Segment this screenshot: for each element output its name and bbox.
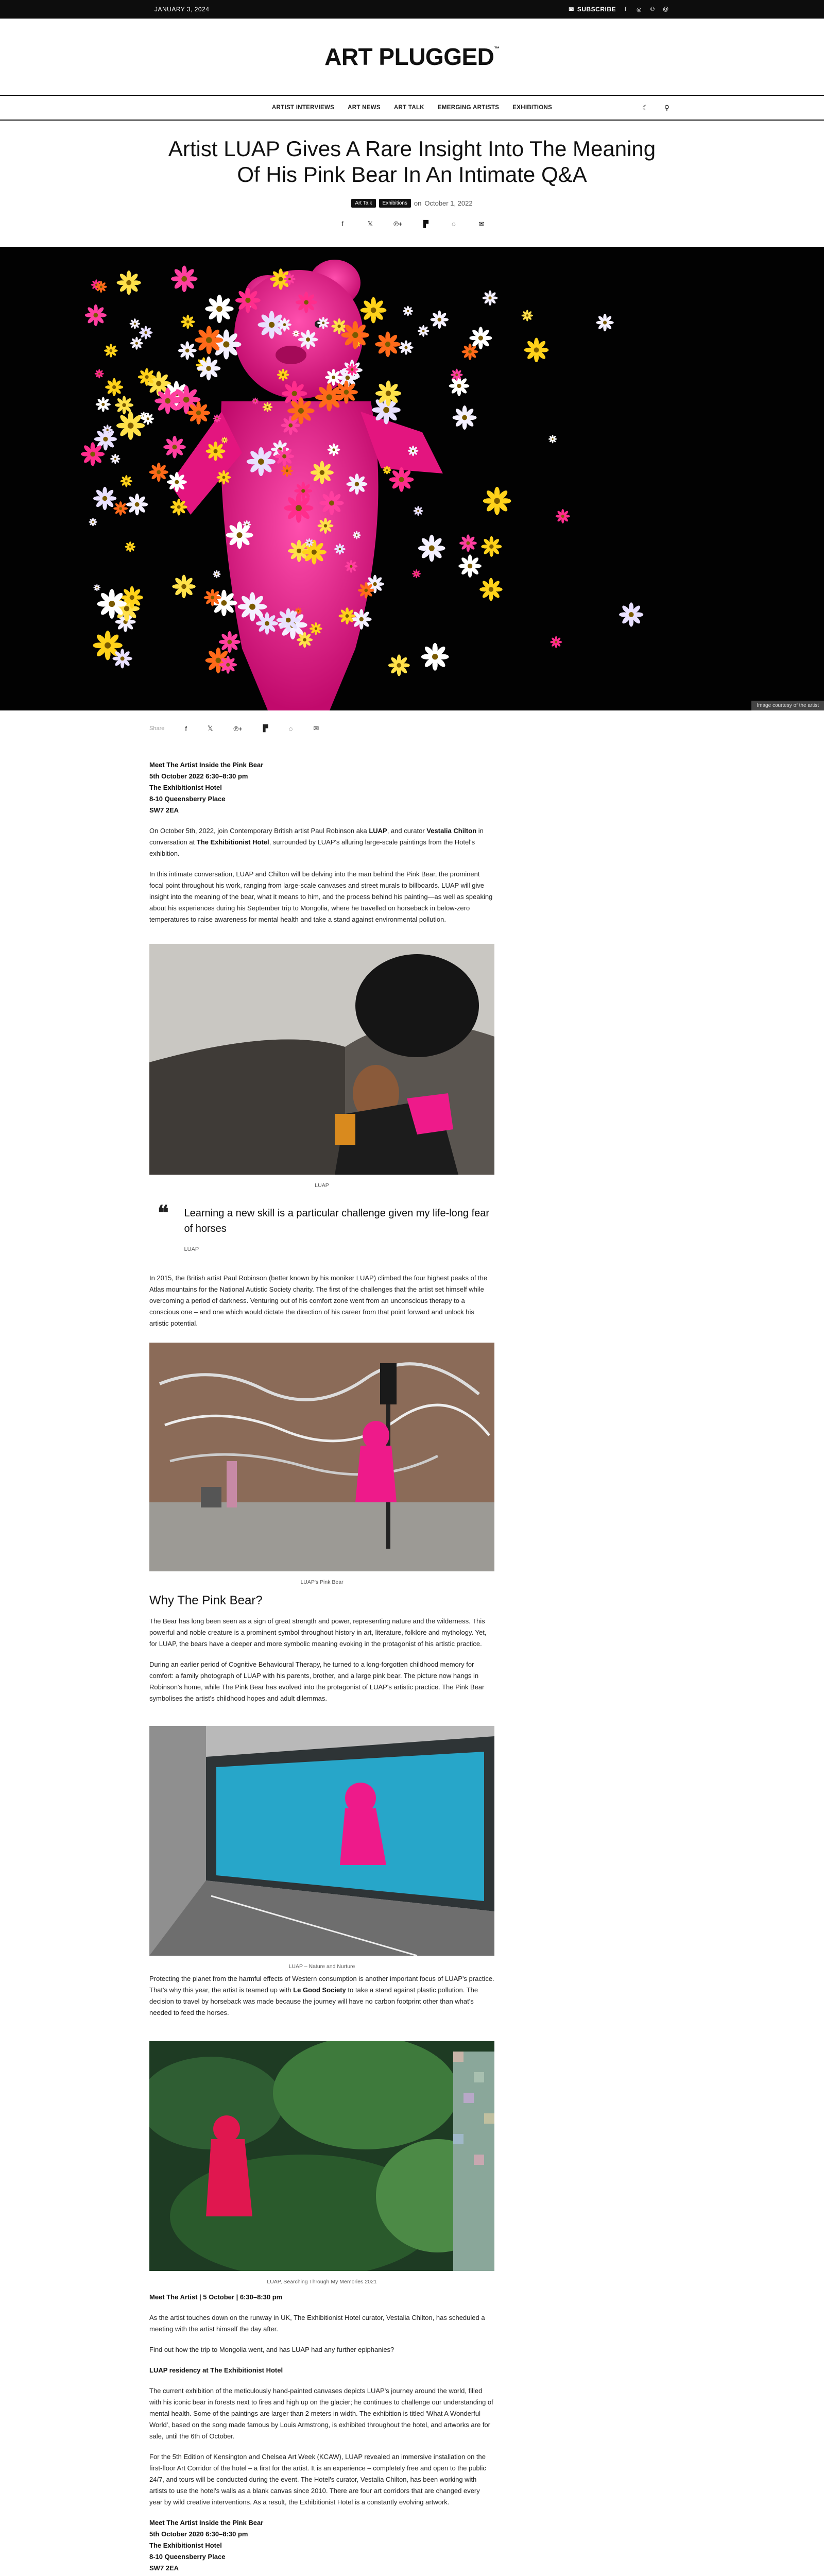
flower [458,554,482,578]
photo-block-1 [149,944,494,1191]
flower [154,388,181,414]
twitter-share-icon[interactable]: 𝕏 [207,724,213,732]
flipboard-share-icon[interactable]: ▛ [263,724,268,732]
article-body-4 [149,1973,494,2028]
flower [619,602,643,626]
flower [358,582,374,599]
instagram-icon[interactable]: ◎ [636,6,642,13]
site-header [0,19,824,95]
flower [294,482,312,500]
flower [149,463,168,482]
flower [115,396,133,414]
messenger-share-icon[interactable]: ◌ [288,724,293,733]
paragraph: In this intimate conversation, LUAP and Chilton will be delving into the man behind the Pink Bear, the prominent focal point throughout his work, ranging from large-scale canvases and street murals to billboards. LUAP will give insight into the meaning of the bear, what it means to him, and the process behind his painting—as well as speaking about his experiences during his September trip to Mongolia, where he travelled on horseback in below-zero temperatures to raise awareness for mental health and take a stand against environmental pollution. [149,870,493,923]
flower [335,381,358,404]
flower [403,306,413,316]
flower [483,290,498,306]
flower [113,649,132,668]
paragraph: The current exhibition of the meticulously hand-painted canvases depicts LUAP's journey around the world, filled with his iconic bear in forests next to fires and high up on the glacier; he continues to challenge our understanding of mental health. Some of the paintings are larger than 2 meters in width. The exhibition is titled 'What A Wonderful World', based on the song made famous by Louis Armstrong, is exhibited throughout the hotel, and artworks are for sale, until the 6th of October. [149,2387,493,2440]
paragraph: Protecting the planet from the harmful effects of Western consumption is another important focus of LUAP's practice. That's why this year, the artist is teamed up with Le Good Society to take a stand against plastic pollution. The decision to travel by horseback was made because the journey will have no carbon footprint other than what's needed to feed the horses. [149,1975,494,2016]
flower [375,381,401,406]
tag-exhibitions[interactable]: Exhibitions [379,199,411,208]
flower [213,570,221,579]
flower [170,499,187,516]
quote-icon: ❝ [158,1202,169,1225]
flower [360,297,387,324]
flower [235,287,261,313]
flower [287,397,314,424]
flower [278,318,291,332]
flower [195,326,223,354]
flower [110,454,121,464]
flower [338,607,355,624]
flower [263,402,273,412]
flower [341,321,369,349]
photo-caption: LUAP – Nature and Nurture [288,1963,355,1970]
flower [104,344,118,358]
article-body [149,759,494,935]
meet-heading: Meet The Artist | 5 October | 6:30–8:30 pm [149,2293,283,2301]
flower [277,608,300,632]
mail-icon: ✉ [569,6,574,13]
flower [167,472,187,492]
hero-credit: Image courtesy of the artist [751,701,824,710]
photo-block-2 [149,1343,494,1588]
paragraph: The Bear has long been seen as a sign of great strength and power, representing nature and the wilderness. This powerful and noble creature is a prominent symbol throughout history in art, literature, folklore and mythology. Yet, for LUAP, the bears have a deeper and more symbolic meaning evoking in the protagonist of his artistic practice. [149,1617,487,1648]
main-nav [0,95,824,121]
flower [388,654,410,676]
flower [102,425,113,435]
jungle-bear-photo [149,2041,494,2271]
dark-mode-icon[interactable]: ☾ [642,103,649,112]
flower [596,314,613,331]
quote-text: Learning a new skill is a particular challenge given my life-long fear of horses [184,1208,490,1234]
flower [347,473,368,495]
flower [219,631,241,653]
flower [226,521,253,549]
flower [522,310,533,321]
flower [213,414,221,422]
flower [311,461,334,484]
flower [302,540,327,565]
flower [206,442,226,461]
publish-date: October 1, 2022 [424,199,473,207]
flower [451,369,463,381]
flower [351,609,372,630]
flower [171,266,197,292]
flower [399,340,414,355]
flower [129,318,140,329]
threads-icon[interactable]: @ [663,6,669,12]
hero-image [0,247,824,710]
flower [418,325,430,337]
section-heading: Why The Pink Bear? [149,1594,263,1607]
subscribe-link[interactable]: ✉ SUBSCRIBE [569,6,616,13]
facebook-share-icon[interactable]: f [185,724,187,733]
flower [113,501,128,516]
search-icon[interactable]: ⚲ [664,103,670,112]
flower [221,437,228,444]
flower [548,435,557,444]
flower [345,560,357,573]
flower [328,443,340,456]
flower [481,536,502,557]
flower [93,487,116,510]
photo-caption: LUAP, Searching Through My Memories 2021 [267,2279,377,2285]
flower [142,413,154,425]
article-meta [0,199,824,208]
flower [383,466,391,474]
flower [187,401,210,425]
flower [277,368,289,381]
article-body-2 [149,1273,494,1338]
paragraph: In 2015, the British artist Paul Robinson (better known by his moniker LUAP) climbed the four highest peaks of the Atlas mountains for the National Autistic Society charity. The first of the challenges that the artist set himself while overcoming a period of darkness. Venturing out of his comfort zone went from an unconscious therapy to a conscious one – and one which would dictate the direction of his career from that point forward and unlock his artistic potential. [149,1274,488,1327]
flower [130,337,143,350]
article-body-3 [149,1595,494,1714]
current-date: JANUARY 3, 2024 [154,6,210,13]
flower [556,509,570,523]
flower [421,643,449,671]
paragraph: For the 5th Edition of Kensington and Chelsea Art Week (KCAW), LUAP revealed an immersive installation on the first-floor Art Corridor of the hotel – a first for the artist. It is an experience – completely free and open to the public 24/7, and tours will be conducted during the event. The Hotel's curator, Vestalia Chilton, has been working with artists to use the hotel's walls as a blank canvas since 2010. There are four art corridors that are changed every year by wild creative interventions. As a result, the Exhibitionist Hotel is a constantly evolving artwork. [149,2453,486,2506]
flower [172,575,196,599]
flower [296,292,317,313]
flower [178,341,197,360]
flower [325,369,342,386]
flower [418,535,445,562]
flower [96,397,111,412]
intro-paragraph: On October 5th, 2022, join Contemporary British artist Paul Robinson aka LUAP, and curator Vestalia Chilton in conversation at The Exhibitionist Hotel, surrounded by LUAP's alluring large-scale paintings from the Hotel's exhibition. [149,827,484,857]
flower [408,446,419,456]
flower [412,569,421,578]
nav-item-art-news[interactable]: ART NEWS [348,105,381,111]
share-bar-top [0,220,824,228]
pink-bear-flowers-illustration [0,247,824,710]
facebook-share-icon[interactable]: f [341,220,344,228]
flower [89,518,97,527]
flower [204,589,221,606]
photo-block-3 [149,1726,494,1972]
flower [163,436,186,459]
messenger-share-icon[interactable]: ◌ [452,220,456,228]
pinterest-share-icon[interactable]: ℗+ [233,724,243,733]
email-share-icon[interactable]: ✉ [478,220,485,228]
flower [117,270,141,295]
flower [459,534,477,552]
pull-quote [149,1202,494,1255]
pinterest-icon[interactable]: ℗ [650,6,655,12]
quote-author: LUAP [184,1246,199,1252]
flower [125,541,135,552]
event-info-block-1: Meet The Artist Inside the Pink Bear 5th October 2022 6:30–8:30 pm The Exhibitionist Hotel 8-10 Queensberry Place SW7 2EA [149,761,264,814]
flower [318,518,334,534]
flower [319,491,344,515]
flower [375,332,400,357]
photo-caption: LUAP [315,1182,329,1189]
flower [138,368,156,386]
residency-heading: LUAP residency at The Exhibitionist Hotel [149,2366,283,2374]
flower [293,330,300,337]
flower [105,378,123,396]
flower [413,506,423,516]
flower [281,416,301,435]
flower [126,494,148,515]
twitter-share-icon[interactable]: 𝕏 [367,220,373,228]
flower [524,338,548,362]
flower [284,273,296,285]
flower [305,538,314,547]
paragraph: As the artist touches down on the runway in UK, The Exhibitionist Hotel curator, Vestalia Chilton, has scheduled a meeting with the artist himself the day after. [149,2314,485,2333]
flower [284,494,313,523]
flower [297,632,313,648]
flower [298,330,318,349]
pink-bear-street-photo [149,1343,494,1571]
luap-portrait-photo [149,944,494,1175]
flower [219,656,237,674]
photo-caption: LUAP's Pink Bear [300,1579,344,1585]
flower [252,398,259,405]
nav-item-artist-interviews[interactable]: ARTIST INTERVIEWS [271,105,335,111]
flower [346,363,358,376]
flower [281,465,293,477]
flower [310,622,322,635]
flower [85,304,107,326]
paragraph: Find out how the trip to Mongolia went, and has LUAP had any further epiphanies? [149,2346,394,2353]
article-title: Artist LUAP Gives A Rare Insight Into The Meaning Of His Pink Bear In An Intimate Q&A [168,137,656,187]
flower [93,584,100,591]
flower [483,487,511,515]
flower [479,578,503,601]
site-logo[interactable]: ART PLUGGED™ [324,43,500,70]
shop-window-photo [149,1726,494,1956]
facebook-icon[interactable]: f [625,6,627,12]
event-info-block-2: Meet The Artist Inside the Pink Bear 5th October 2020 6:30–8:30 pm The Exhibitionist Hotel 8-10 Queensberry Place SW7 2EA [149,2519,264,2572]
flower [95,369,104,378]
flower [317,317,330,329]
flower [121,475,133,487]
share-label: Share [149,725,165,732]
flower [331,318,347,334]
flower [81,442,105,466]
flower [469,327,492,349]
flower [238,592,267,621]
flower [197,357,220,380]
flower [550,636,562,648]
paragraph: During an earlier period of Cognitive Behavioural Therapy, he turned to a long-forgotten childhood memory for comfort: a family photograph of LUAP with his parents, brother, and a large pink bear. The picture now hangs in Robinson's home, while The Pink Bear has evolved into the protagonist of LUAP's artistic practice. The Pink Bear symbolises the artist's childhood hopes and adult dilemmas. [149,1660,485,1702]
photo-block-4 [149,2041,494,2287]
flower [453,405,477,430]
date-prefix: on [414,199,422,207]
nav-item-exhibitions[interactable]: EXHIBITIONS [512,105,553,111]
tag-art-talk[interactable]: Art Talk [351,199,375,208]
flower [334,544,346,555]
flower [247,447,276,476]
flipboard-share-icon[interactable]: ▛ [423,220,428,228]
flower [97,589,127,619]
flower [389,467,414,492]
pinterest-share-icon[interactable]: ℗+ [393,220,403,228]
flower [139,326,152,339]
flower [205,295,233,323]
flower [430,311,449,329]
nav-item-art-talk[interactable]: ART TALK [393,105,424,111]
flower [462,344,478,360]
top-bar [0,0,824,19]
flower [95,281,107,293]
flower [274,447,294,466]
flower [217,470,231,485]
email-share-icon[interactable]: ✉ [313,724,319,732]
article-body-5 [149,2292,494,2576]
nav-item-emerging-artists[interactable]: EMERGING ARTISTS [437,105,500,111]
flower [181,315,195,329]
share-bar-article [149,724,319,733]
top-bar-right [569,6,670,13]
flower [353,531,361,539]
